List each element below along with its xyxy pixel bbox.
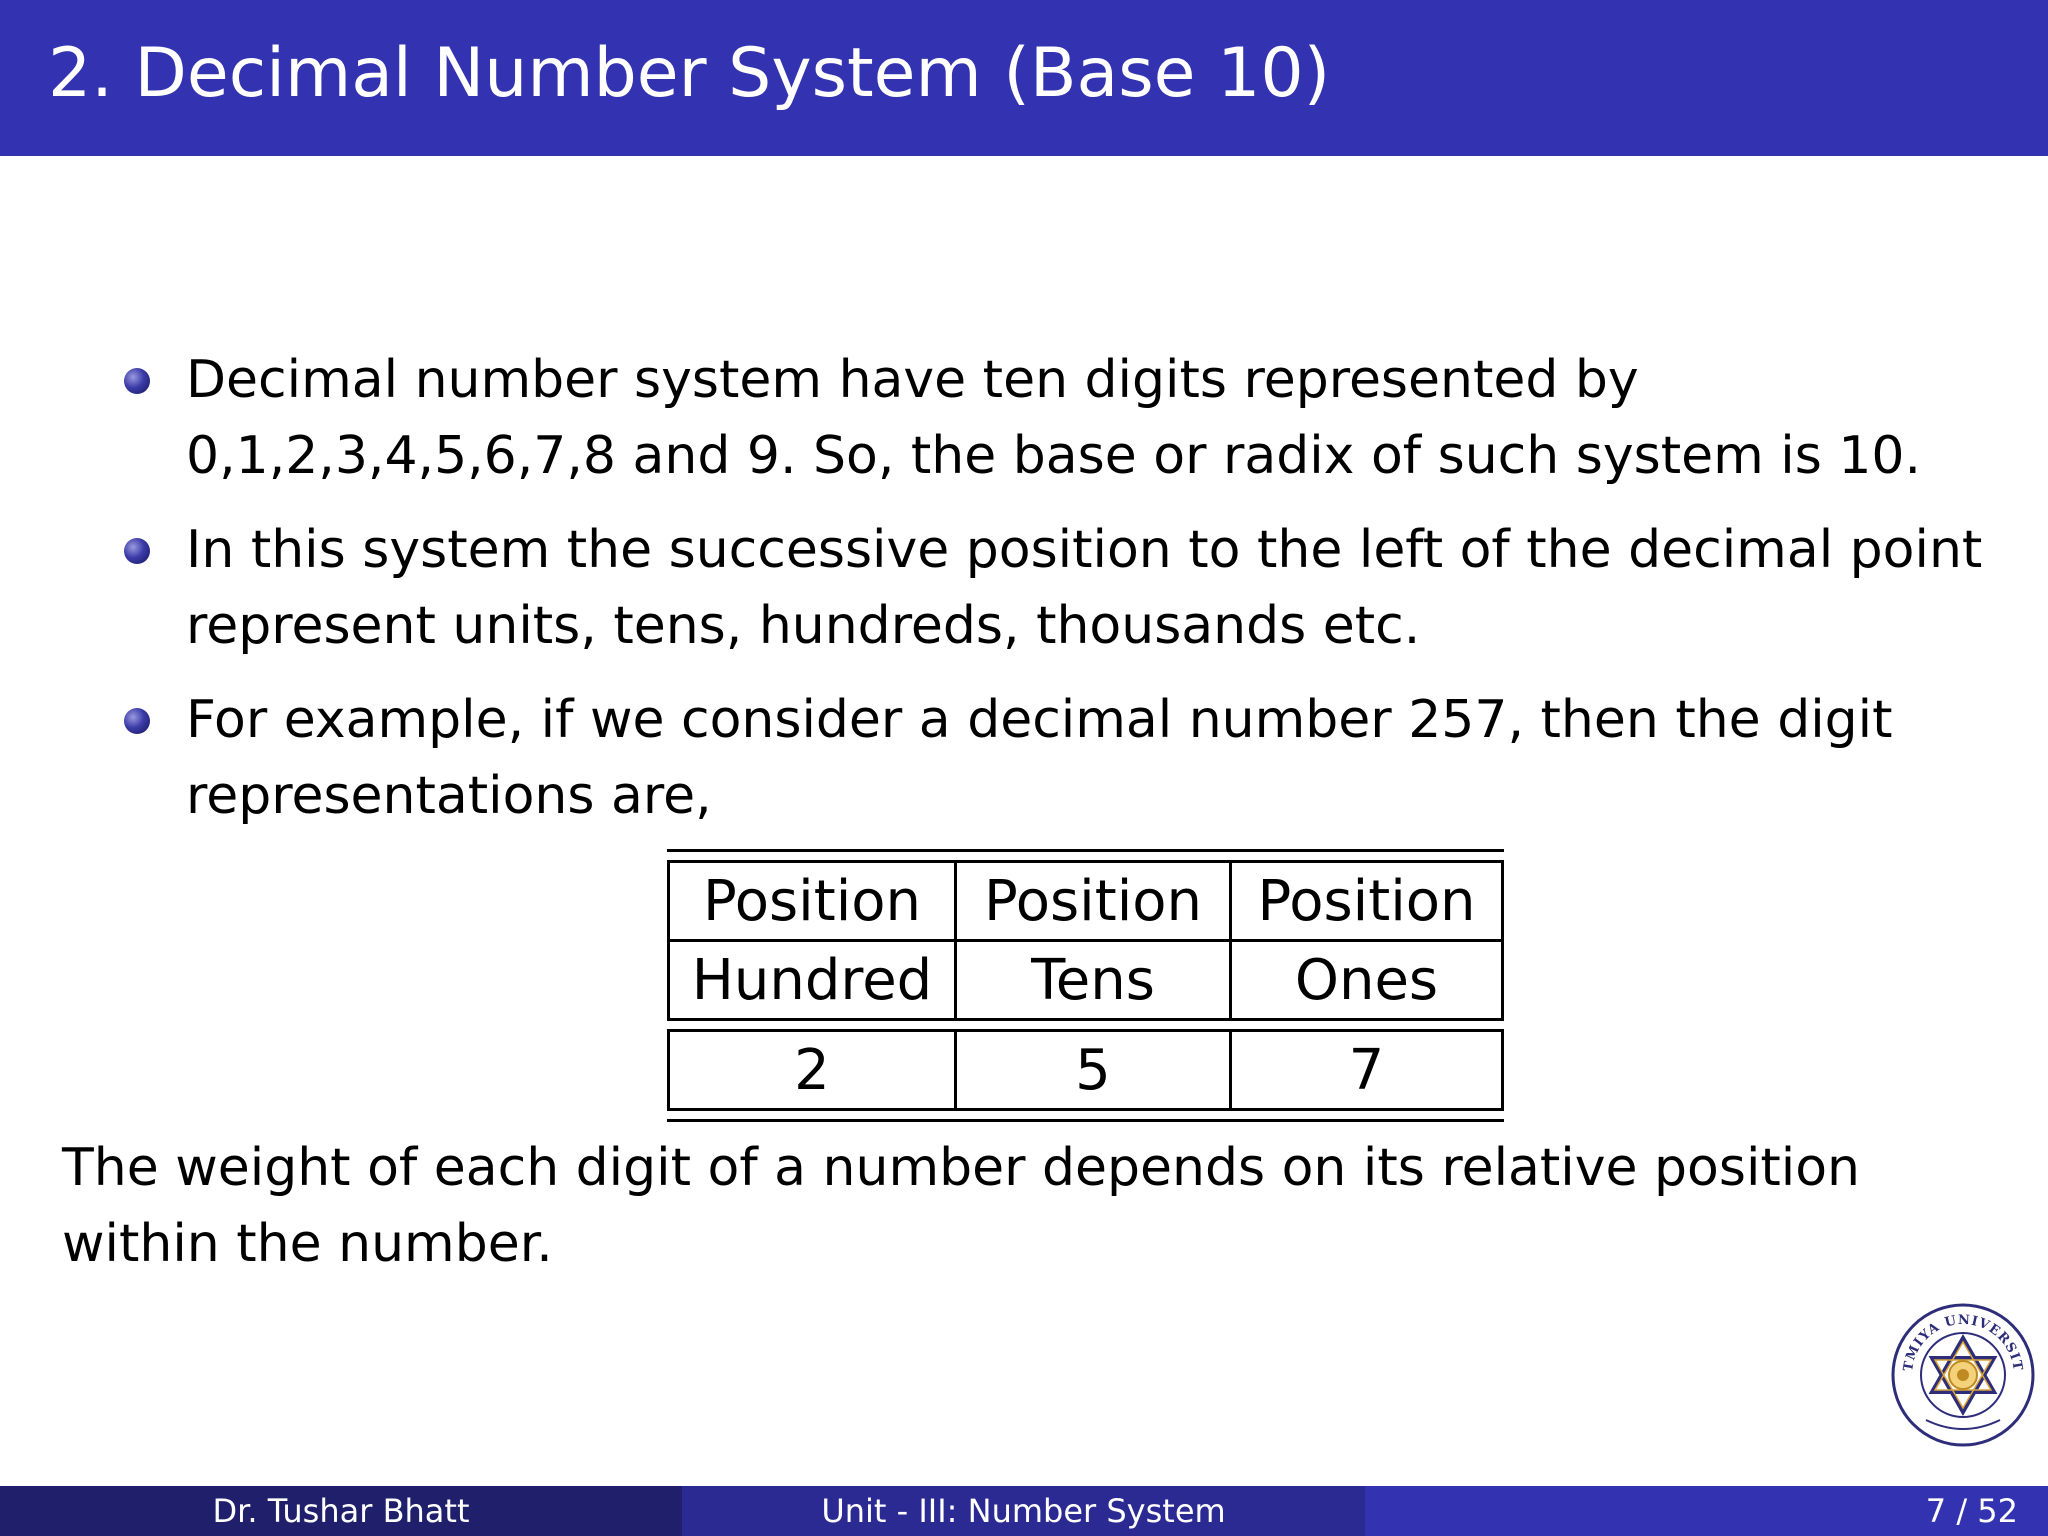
seal-icon	[1890, 1302, 2036, 1448]
table-header-cell: Tens	[954, 942, 1229, 1018]
table-header-cell: Ones	[1229, 942, 1501, 1018]
slide-footer	[0, 1486, 2048, 1536]
slide-title-bar	[0, 0, 2048, 156]
university-logo	[1890, 1302, 2036, 1448]
table-row	[670, 1032, 1501, 1108]
table-header-cell: Hundred	[691, 947, 933, 1013]
table-header-cell: Position	[954, 863, 1229, 939]
bullet-dot-icon	[124, 538, 150, 564]
footer-author: Dr. Tushar Bhatt	[0, 1486, 682, 1536]
table-bottom-rule	[667, 1119, 1504, 1122]
bullet-text: For example, if we consider a decimal number 257, then the digit representations are,	[186, 690, 1893, 826]
digit-position-table	[667, 849, 1504, 1122]
table-cell: 2	[794, 1037, 830, 1103]
table-cell: 5	[954, 1032, 1229, 1108]
table-row	[670, 863, 1501, 939]
table-header-cell: Position	[1229, 863, 1501, 939]
table-header	[667, 860, 1504, 1021]
bullet-text: In this system the successive position to the left of the decimal point represent units, tens, hundreds, thousands etc.	[186, 520, 1983, 656]
table-header-cell: Position	[702, 868, 922, 934]
table-cell: 7	[1229, 1032, 1501, 1108]
footer-unit: Unit - III: Number System	[682, 1486, 1365, 1536]
logo-name-text: TMIYA UNIVERSIT	[1900, 1312, 2026, 1373]
bullet-item	[186, 682, 1986, 834]
bullet-item	[186, 512, 1986, 664]
bullet-dot-icon	[124, 368, 150, 394]
bullet-item	[186, 342, 1986, 494]
table-body	[667, 1029, 1504, 1111]
conclusion-text: The weight of each digit of a number depends on its relative position within the number.	[62, 1138, 1861, 1274]
bullet-text: Decimal number system have ten digits represented by 0,1,2,3,4,5,6,7,8 and 9. So, the base or radix of such system is 10.	[186, 350, 1922, 486]
slide-title: 2. Decimal Number System (Base 10)	[48, 34, 1331, 113]
footer-page-number: 7 / 52	[1365, 1486, 2048, 1536]
bullet-dot-icon	[124, 708, 150, 734]
table-row	[670, 939, 1501, 1018]
